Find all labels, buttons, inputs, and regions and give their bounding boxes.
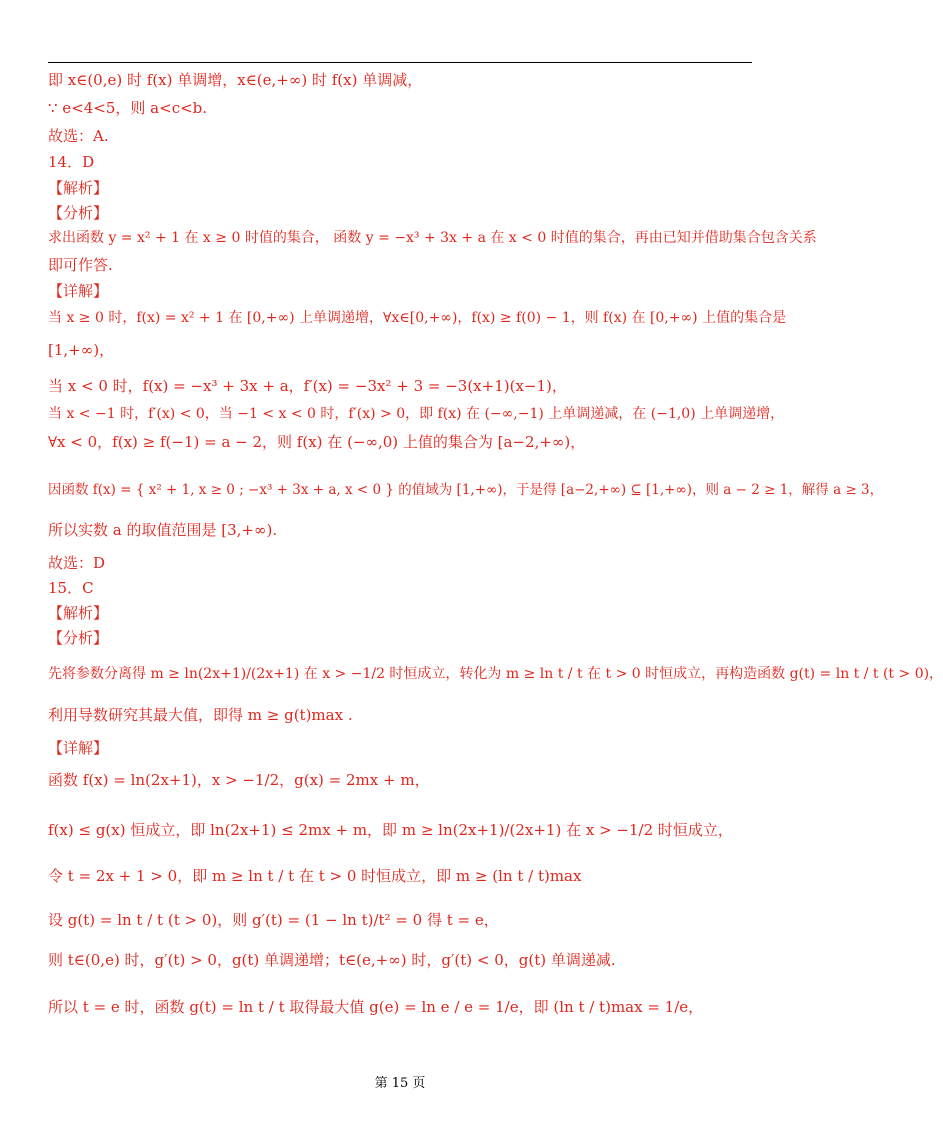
text-line: 【分析】: [48, 629, 109, 647]
text-line: 先将参数分离得 m ≥ ln(2x+1)/(2x+1) 在 x > −1/2 时恒成立，转化为 m ≥ ln t / t 在 t > 0 时恒成立，再构造函数 g(t) = ln t / t (t > 0)，: [48, 666, 943, 682]
text-line: ∀x < 0，f(x) ≥ f(−1) = a − 2，则 f(x) 在 (−∞,0) 上值的集合为 [a−2,+∞)，: [48, 433, 586, 451]
text-line: 设 g(t) = ln t / t (t > 0)，则 g′(t) = (1 − ln t)/t² = 0 得 t = e，: [48, 911, 499, 929]
text-line: 当 x ≥ 0 时，f(x) = x² + 1 在 [0,+∞) 上单调递增，∀x∈[0,+∞)，f(x) ≥ f(0) − 1，则 f(x) 在 [0,+∞) 上值的集合是: [48, 310, 787, 326]
text-line: 【详解】: [48, 739, 109, 757]
text-line: 当 x < 0 时，f(x) = −x³ + 3x + a，f′(x) = −3x² + 3 = −3(x+1)(x−1)，: [48, 377, 567, 395]
text-line: 14．D: [48, 153, 95, 171]
text-line: 当 x < −1 时，f′(x) < 0，当 −1 < x < 0 时，f′(x) > 0，即 f(x) 在 (−∞,−1) 上单调递减，在 (−1,0) 上单调递增，: [48, 406, 785, 422]
text-line: 故选：A.: [48, 127, 109, 145]
text-line: 所以 t = e 时，函数 g(t) = ln t / t 取得最大值 g(e) = ln e / e = 1/e，即 (ln t / t)max = 1/e，: [48, 998, 704, 1016]
text-line: 【解析】: [48, 179, 109, 197]
header-rule: [48, 62, 752, 63]
text-line: 【分析】: [48, 204, 109, 222]
text-line: f(x) ≤ g(x) 恒成立，即 ln(2x+1) ≤ 2mx + m，即 m ≥ ln(2x+1)/(2x+1) 在 x > −1/2 时恒成立，: [48, 821, 733, 839]
text-line: 即可作答.: [48, 256, 113, 274]
text-line: 因函数 f(x) = { x² + 1, x ≥ 0 ; −x³ + 3x + a, x < 0 } 的值域为 [1,+∞)，于是得 [a−2,+∞) ⊆ [1,+∞)，则 a − 2 ≥ 1，解得 a ≥ 3，: [48, 482, 884, 498]
text-line: 求出函数 y = x² + 1 在 x ≥ 0 时值的集合， 函数 y = −x³ + 3x + a 在 x < 0 时值的集合，再由已知并借助集合包含关系: [48, 230, 817, 246]
text-line: 利用导数研究其最大值，即得 m ≥ g(t)max .: [48, 706, 353, 724]
text-line: 则 t∈(0,e) 时，g′(t) > 0，g(t) 单调递增；t∈(e,+∞) 时，g′(t) < 0，g(t) 单调递减.: [48, 951, 616, 969]
text-line: 【详解】: [48, 282, 109, 300]
page-number: 第 15 页: [374, 1076, 426, 1091]
text-line: 故选：D: [48, 554, 106, 572]
text-line: 函数 f(x) = ln(2x+1)，x > −1/2，g(x) = 2mx + m，: [48, 771, 430, 789]
text-line: 即 x∈(0,e) 时 f(x) 单调增，x∈(e,+∞) 时 f(x) 单调减，: [48, 71, 423, 89]
text-line: 所以实数 a 的取值范围是 [3,+∞).: [48, 521, 278, 539]
text-line: 15．C: [48, 579, 94, 597]
text-line: 【解析】: [48, 604, 109, 622]
text-line: ∵ e<4<5，则 a<c<b.: [48, 99, 208, 117]
text-line: [1,+∞)，: [48, 341, 115, 359]
text-line: 令 t = 2x + 1 > 0，即 m ≥ ln t / t 在 t > 0 时恒成立，即 m ≥ (ln t / t)max: [48, 867, 582, 885]
